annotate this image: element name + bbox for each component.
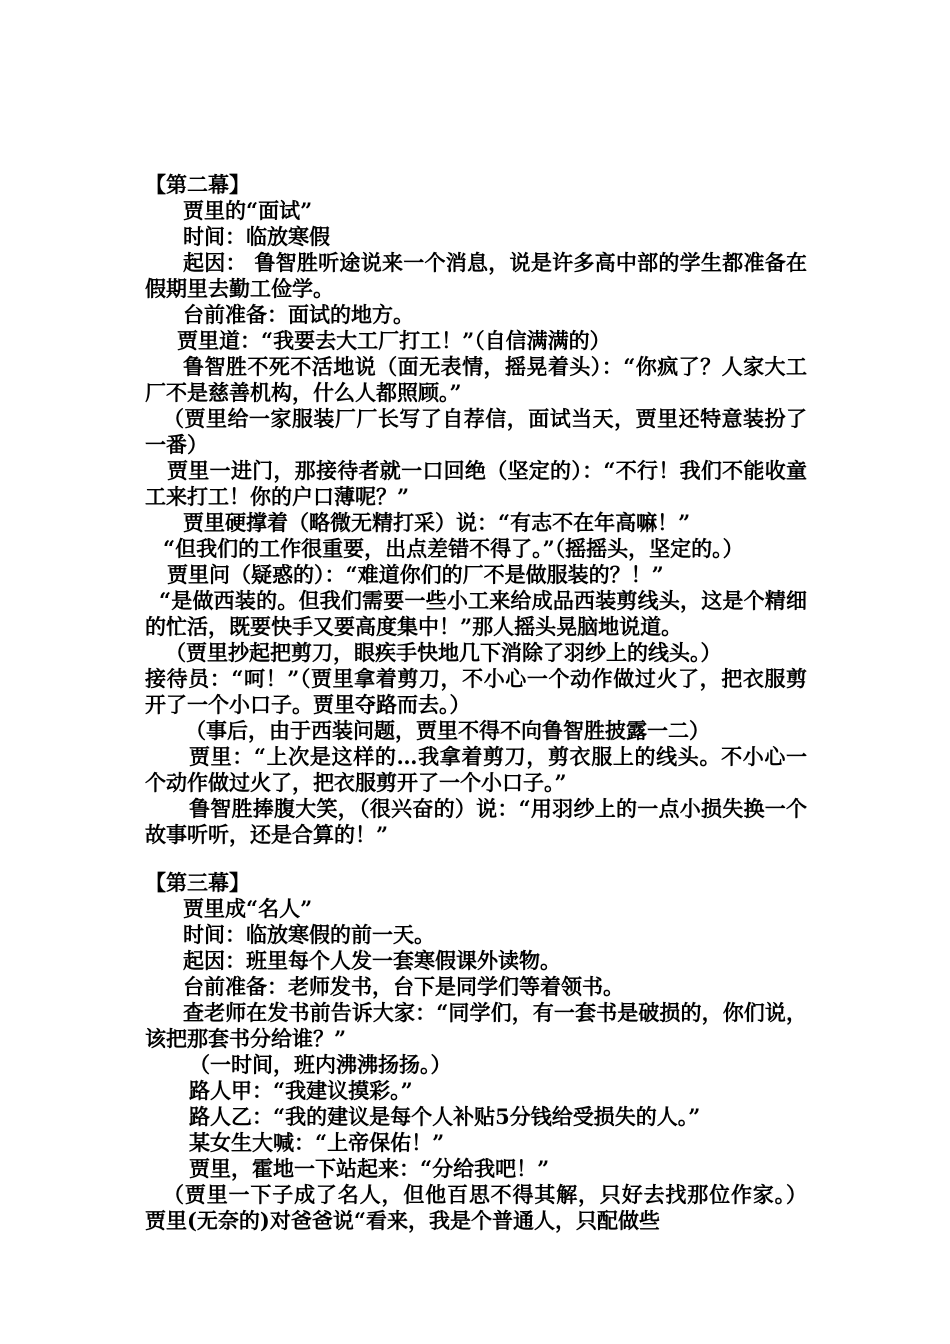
script-paragraph: 贾里硬撑着（略微无精打采）说：“有志不在年高嘛！”	[183, 510, 691, 535]
script-paragraph: 时间：临放寒假的前一天。	[183, 922, 435, 947]
script-paragraph: 贾里，霍地一下站起来：“分给我吧！”	[189, 1156, 550, 1181]
script-paragraph: （一时间，班内沸沸扬扬。）	[189, 1052, 452, 1077]
act-two-heading: 【第二幕】	[145, 172, 250, 197]
script-paragraph: 接待员：“呵！”（贾里拿着剪刀，不小心一个动作做过火了，把衣服剪开了一个小口子。贾里夺路而去。）	[145, 666, 807, 717]
script-paragraph: 时间：临放寒假	[183, 224, 330, 249]
script-paragraph: （贾里给一家服装厂厂长写了自荐信，面试当天，贾里还特意装扮了一番）	[145, 406, 807, 457]
section-gap	[145, 848, 807, 870]
script-paragraph: 台前准备：老师发书，台下是同学们等着领书。	[183, 974, 624, 999]
script-paragraph: 起因：班里每个人发一套寒假课外读物。	[183, 948, 561, 973]
act-three-heading: 【第三幕】	[145, 870, 250, 895]
script-paragraph: （事后，由于西装问题，贾里不得不向鲁智胜披露一二）	[185, 718, 710, 743]
script-paragraph: 贾里：“上次是这样的…我拿着剪刀，剪衣服上的线头。不小心一个动作做过火了，把衣服剪开了一个小口子。”	[145, 744, 807, 795]
script-paragraph: 贾里成“名人”	[183, 896, 313, 921]
script-paragraph: 鲁智胜不死不活地说（面无表情，摇晃着头）：“你疯了？人家大工厂不是慈善机构，什么人都照顾。”	[145, 354, 807, 405]
script-paragraph: 路人乙：“我的建议是每个人补贴5分钱给受损失的人。”	[189, 1104, 701, 1129]
script-paragraph: “但我们的工作很重要，出点差错不得了。”（摇摇头，坚定的。）	[163, 536, 744, 561]
script-text	[145, 172, 807, 1234]
script-paragraph: （贾里抄起把剪刀，眼疾手快地几下消除了羽纱上的线头。）	[165, 640, 722, 665]
script-paragraph: 台前准备：面试的地方。	[183, 302, 414, 327]
script-paragraph: 贾里问（疑惑的）：“难道你们的厂不是做服装的？！”	[167, 562, 664, 587]
script-paragraph: 起因： 鲁智胜听途说来一个消息，说是许多高中部的学生都准备在假期里去勤工俭学。	[145, 250, 807, 301]
script-paragraph: 贾里的“面试”	[183, 198, 313, 223]
script-paragraph: （贾里一下子成了名人，但他百思不得其解，只好去找那位作家。） 贾里(无奈的)对爸爸说“看来，我是个普通人，只配做些	[145, 1182, 807, 1233]
script-paragraph: 鲁智胜捧腹大笑，（很兴奋的）说：“用羽纱上的一点小损失换一个故事听听，还是合算的！”	[145, 796, 807, 847]
script-paragraph: 贾里道：“我要去大工厂打工！”（自信满满的）	[177, 328, 611, 353]
script-paragraph: 贾里一进门，那接待者就一口回绝（坚定的）：“不行！我们不能收童工来打工！你的户口薄呢？”	[145, 458, 807, 509]
act-three-body	[145, 896, 807, 1234]
act-two-body	[145, 198, 807, 848]
script-paragraph: “是做西装的。但我们需要一些小工来给成品西装剪线头，这是个精细的忙活，既要快手又要高度集中！”那人摇头晃脑地说道。	[145, 588, 807, 639]
script-paragraph: 路人甲：“我建议摸彩。”	[189, 1078, 413, 1103]
script-paragraph: 某女生大喊：“上帝保佑！”	[189, 1130, 445, 1155]
script-paragraph: 查老师在发书前告诉大家：“同学们，有一套书是破损的，你们说，该把那套书分给谁？”	[145, 1000, 807, 1051]
